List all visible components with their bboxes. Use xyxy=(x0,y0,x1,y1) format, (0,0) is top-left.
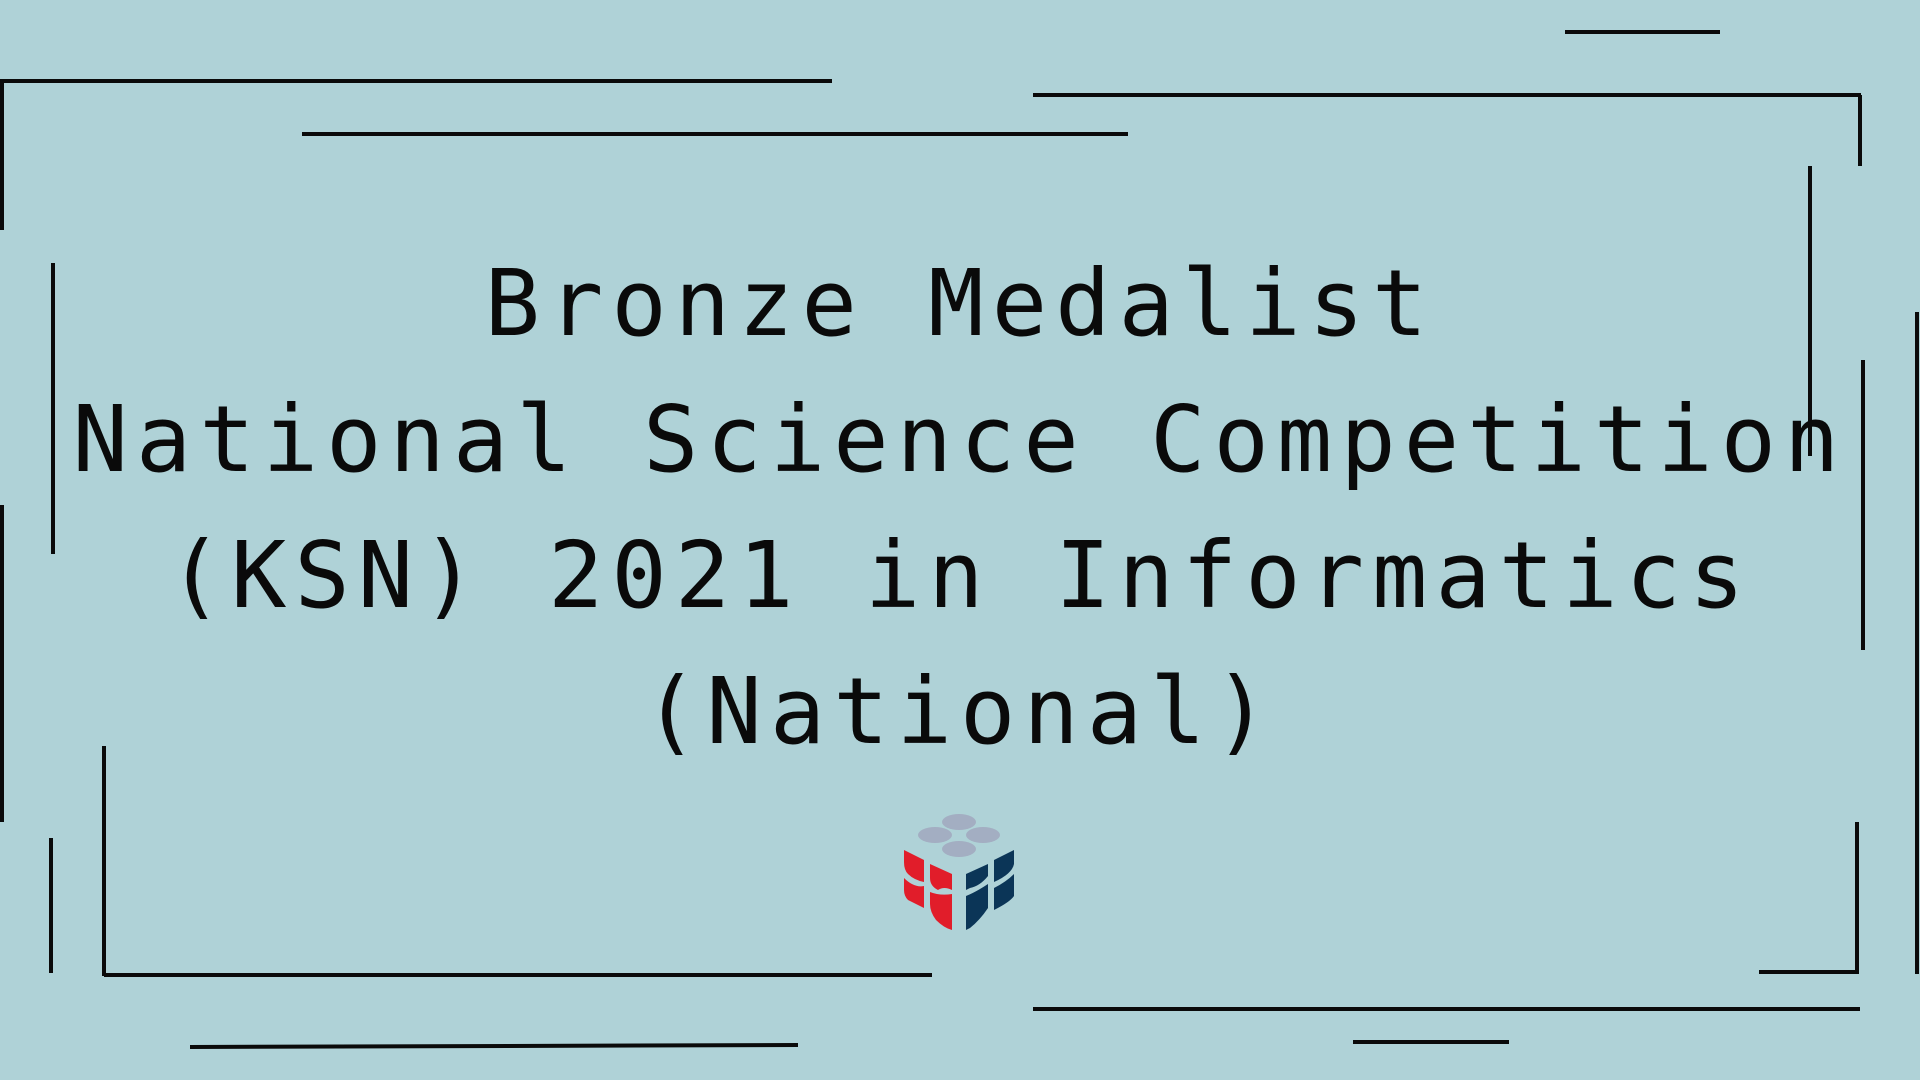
cube-left-tile xyxy=(904,878,924,908)
frame-line xyxy=(190,1045,798,1047)
cube-logo-graphic xyxy=(900,812,1018,936)
cube-logo-icon xyxy=(900,812,1018,936)
title-line-competition: National Science Competition xyxy=(72,386,1848,493)
cube-right-tile xyxy=(966,864,988,890)
certificate-title xyxy=(0,236,1920,780)
title-line-award: Bronze Medalist xyxy=(484,250,1436,357)
cube-left-tile xyxy=(904,850,924,882)
cube-top-tile xyxy=(942,841,976,857)
cube-top-tile xyxy=(966,827,1000,843)
title-line-level: (National) xyxy=(643,658,1277,765)
cube-right-tile xyxy=(966,884,988,930)
cube-left-tile xyxy=(930,864,952,890)
cube-top-tile xyxy=(942,814,976,830)
cube-left-tile xyxy=(930,892,952,930)
cube-top-tile xyxy=(918,827,952,843)
title-line-year-field: (KSN) 2021 in Informatics xyxy=(167,522,1753,629)
